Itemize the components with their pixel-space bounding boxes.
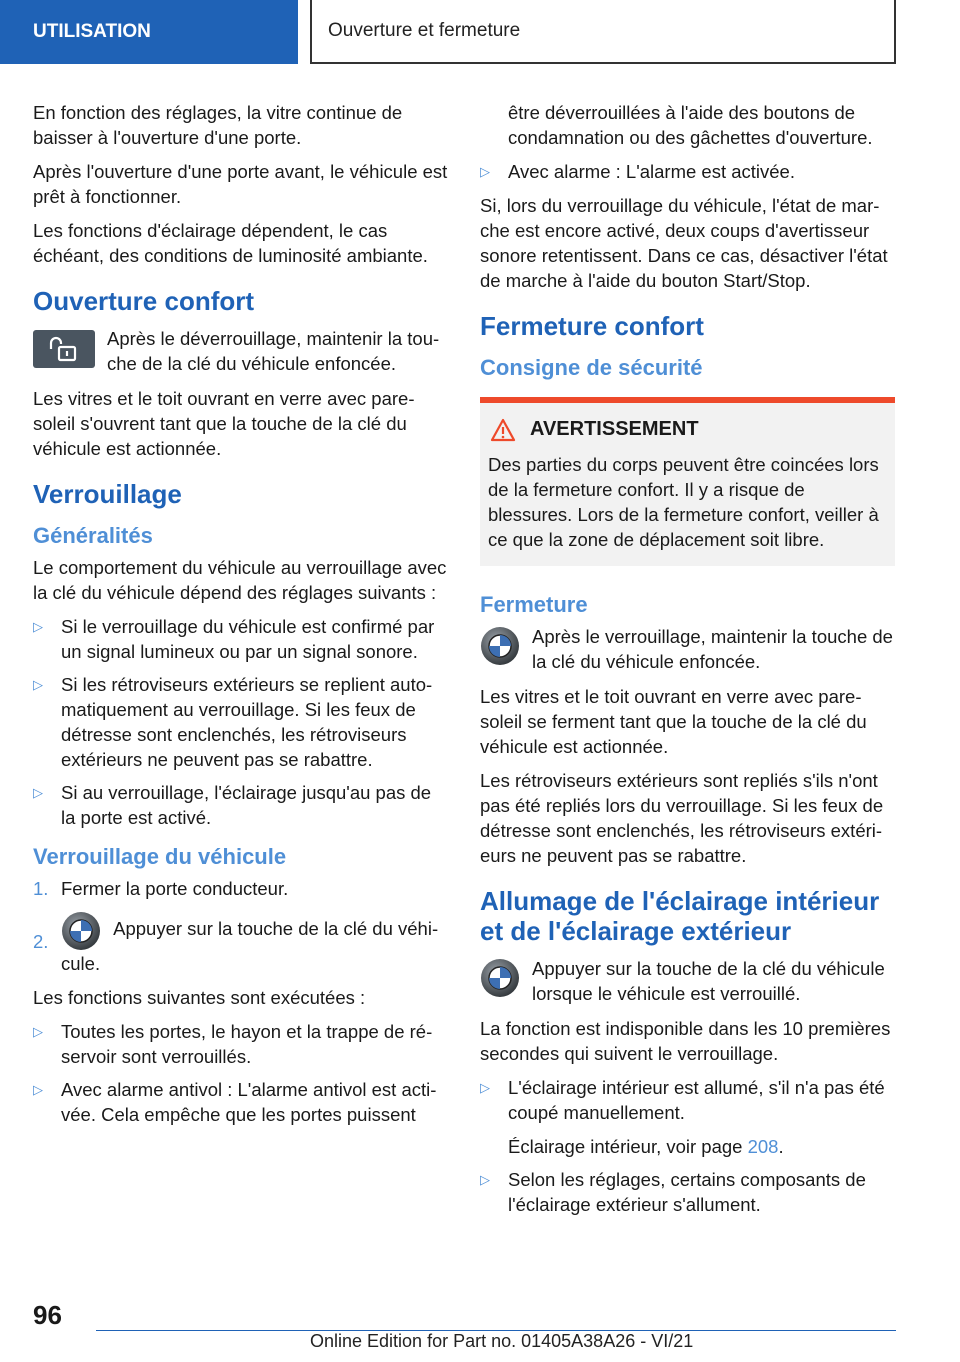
heading-fermeture-confort: Fermeture confort xyxy=(480,311,704,341)
allumage-instruction xyxy=(480,956,895,1006)
paragraph: Le comportement du véhicule au verrouillage avec la clé du véhicule dépend des réglages suivants : xyxy=(33,557,447,603)
list-item xyxy=(480,159,895,184)
heading-ouverture-confort: Ouverture confort xyxy=(33,286,255,316)
warning-title-text: AVERTISSEMENT xyxy=(530,418,699,440)
heading-generalites: Généralités xyxy=(33,523,153,548)
triangle-bullet-icon: ▷ xyxy=(33,1082,43,1097)
list-item-text: Toutes les portes, le hayon et la trappe de réservoir sont verrouillés. xyxy=(61,1021,433,1067)
paragraph: En fonction des réglages, la vitre continue de baisser à l'ouverture d'une porte. xyxy=(33,102,403,148)
list-item-text: Si les rétroviseurs extérieurs se replient automatiquement au verrouillage. Si les feux de détresse sont enclenchés, les rétroviseurs extérieurs ne peuvent pas se rabattre. xyxy=(61,674,433,770)
list-item xyxy=(33,1077,448,1127)
warning-title xyxy=(488,417,887,442)
heading-fermeture: Fermeture xyxy=(480,592,588,617)
reference-text: Éclairage intérieur, voir page xyxy=(508,1136,748,1157)
paragraph: Les vitres et le toit ouvrant en verre avec pare-soleil s'ouvrent tant que la touche de la clé du véhicule est actionnée. xyxy=(33,388,415,459)
instruction-text: Après le déverrouillage, maintenir la touche de la clé du véhicule enfoncée. xyxy=(107,328,440,374)
section-tab: UTILISATION xyxy=(0,0,298,64)
warning-box xyxy=(480,397,895,566)
step-text: Appuyer sur la touche de la clé du véhicule. xyxy=(61,917,439,974)
triangle-bullet-icon: ▷ xyxy=(33,1024,43,1039)
triangle-bullet-icon: ▷ xyxy=(33,677,43,692)
step-number: 1. xyxy=(33,878,49,899)
list-item-text: L'éclairage intérieur est allumé, s'il n'a pas été coupé manuellement. xyxy=(508,1077,885,1123)
step-number: 2. xyxy=(33,931,49,952)
paragraph: La fonction est indisponible dans les 10 premières secondes qui suivent le verrouillage. xyxy=(480,1018,891,1064)
footer-edition: Online Edition for Part no. 01405A38A26 - VI/21 xyxy=(310,1331,694,1351)
bmw-key-button-icon xyxy=(61,911,101,951)
warning-text: Des parties du corps peuvent être coincées lors de la fermeture confort. Il y a risque de blessures. Lors de la fermeture confort, veiller à ce que la zone de déplacement soit libre. xyxy=(488,454,879,550)
page-link[interactable]: 208 xyxy=(747,1136,779,1157)
paragraph: Si, lors du verrouillage du véhicule, l'état de marche est encore activé, deux coups d'avertisseur sonore retentissent. Dans ce cas, désactiver l'état de marche à l'aide du bouton Start/Stop. xyxy=(480,195,888,291)
paragraph: Les vitres et le toit ouvrant en verre avec pare-soleil se ferment tant que la touche de la clé du véhicule est actionnée. xyxy=(480,686,867,757)
unlock-button-icon xyxy=(33,330,95,368)
triangle-bullet-icon: ▷ xyxy=(480,1172,490,1187)
step-text: Fermer la porte conducteur. xyxy=(61,878,289,899)
chapter-title: Ouverture et fermeture xyxy=(310,0,896,64)
page-reference xyxy=(508,1134,895,1159)
paragraph: Les fonctions d'éclairage dépendent, le cas échéant, des conditions de luminosité ambiante. xyxy=(33,220,428,266)
list-item xyxy=(480,1167,895,1217)
heading-verrouillage-vehicule: Verrouillage du véhicule xyxy=(33,844,287,869)
step-item xyxy=(33,909,448,976)
list-item xyxy=(33,672,448,772)
alarme-list xyxy=(480,159,895,184)
fonctions-list xyxy=(33,1019,448,1127)
triangle-bullet-icon: ▷ xyxy=(480,164,490,179)
instruction-text: Après le verrouillage, maintenir la touche de la clé du véhicule enfoncée. xyxy=(532,626,893,672)
triangle-bullet-icon: ▷ xyxy=(480,1080,490,1095)
steps-list xyxy=(33,876,448,976)
reference-suffix: . xyxy=(778,1136,784,1157)
list-item-text: Avec alarme : L'alarme est activée. xyxy=(508,161,795,182)
list-item xyxy=(33,780,448,830)
heading-consigne: Consigne de sécurité xyxy=(480,355,703,380)
allumage-list xyxy=(480,1075,895,1217)
heading-verrouillage: Verrouillage xyxy=(33,479,182,509)
instruction-text: Appuyer sur la touche de la clé du véhicule lorsque le véhicule est verrouillé. xyxy=(532,958,885,1004)
triangle-bullet-icon: ▷ xyxy=(33,619,43,634)
paragraph: Les fonctions suivantes sont exécutées : xyxy=(33,987,366,1008)
fermeture-instruction xyxy=(480,624,895,674)
paragraph: Après l'ouverture d'une porte avant, le véhicule est prêt à fonctionner. xyxy=(33,161,448,207)
list-item-text: Si au verrouillage, l'éclairage jusqu'au pas de la porte est activé. xyxy=(61,782,432,828)
paragraph-continued: être déverrouillées à l'aide des boutons de condamnation ou des gâchettes d'ouverture. xyxy=(508,102,873,148)
list-item-text: Si le verrouillage du véhicule est confirmé par un signal lumineux ou par un signal sonore. xyxy=(61,616,435,662)
warning-triangle-icon xyxy=(490,418,516,442)
step-item xyxy=(33,876,448,901)
page-number: 96 xyxy=(33,1300,62,1330)
heading-allumage: Allumage de l'éclairage intérieur et de l'éclairage extérieur xyxy=(480,886,880,946)
left-column xyxy=(33,100,448,1136)
triangle-bullet-icon: ▷ xyxy=(33,785,43,800)
list-item xyxy=(33,1019,448,1069)
list-item-text: Selon les réglages, certains composants de l'éclairage extérieur s'allument. xyxy=(508,1169,866,1215)
list-item-text: Avec alarme antivol : L'alarme antivol est activée. Cela empêche que les portes puissent xyxy=(61,1079,437,1125)
list-item xyxy=(33,614,448,664)
bmw-key-button-icon xyxy=(480,626,520,666)
paragraph: Les rétroviseurs extérieurs sont repliés s'ils n'ont pas été repliés lors du verrouillage. Si les feux de détresse sont enclenchés, les rétroviseurs extérieurs ne peuvent pas se rabattre. xyxy=(480,770,884,866)
right-column xyxy=(480,100,895,1226)
ouverture-instruction xyxy=(33,326,448,376)
bmw-key-button-icon xyxy=(480,958,520,998)
generalites-list xyxy=(33,614,448,830)
list-item xyxy=(480,1075,895,1159)
